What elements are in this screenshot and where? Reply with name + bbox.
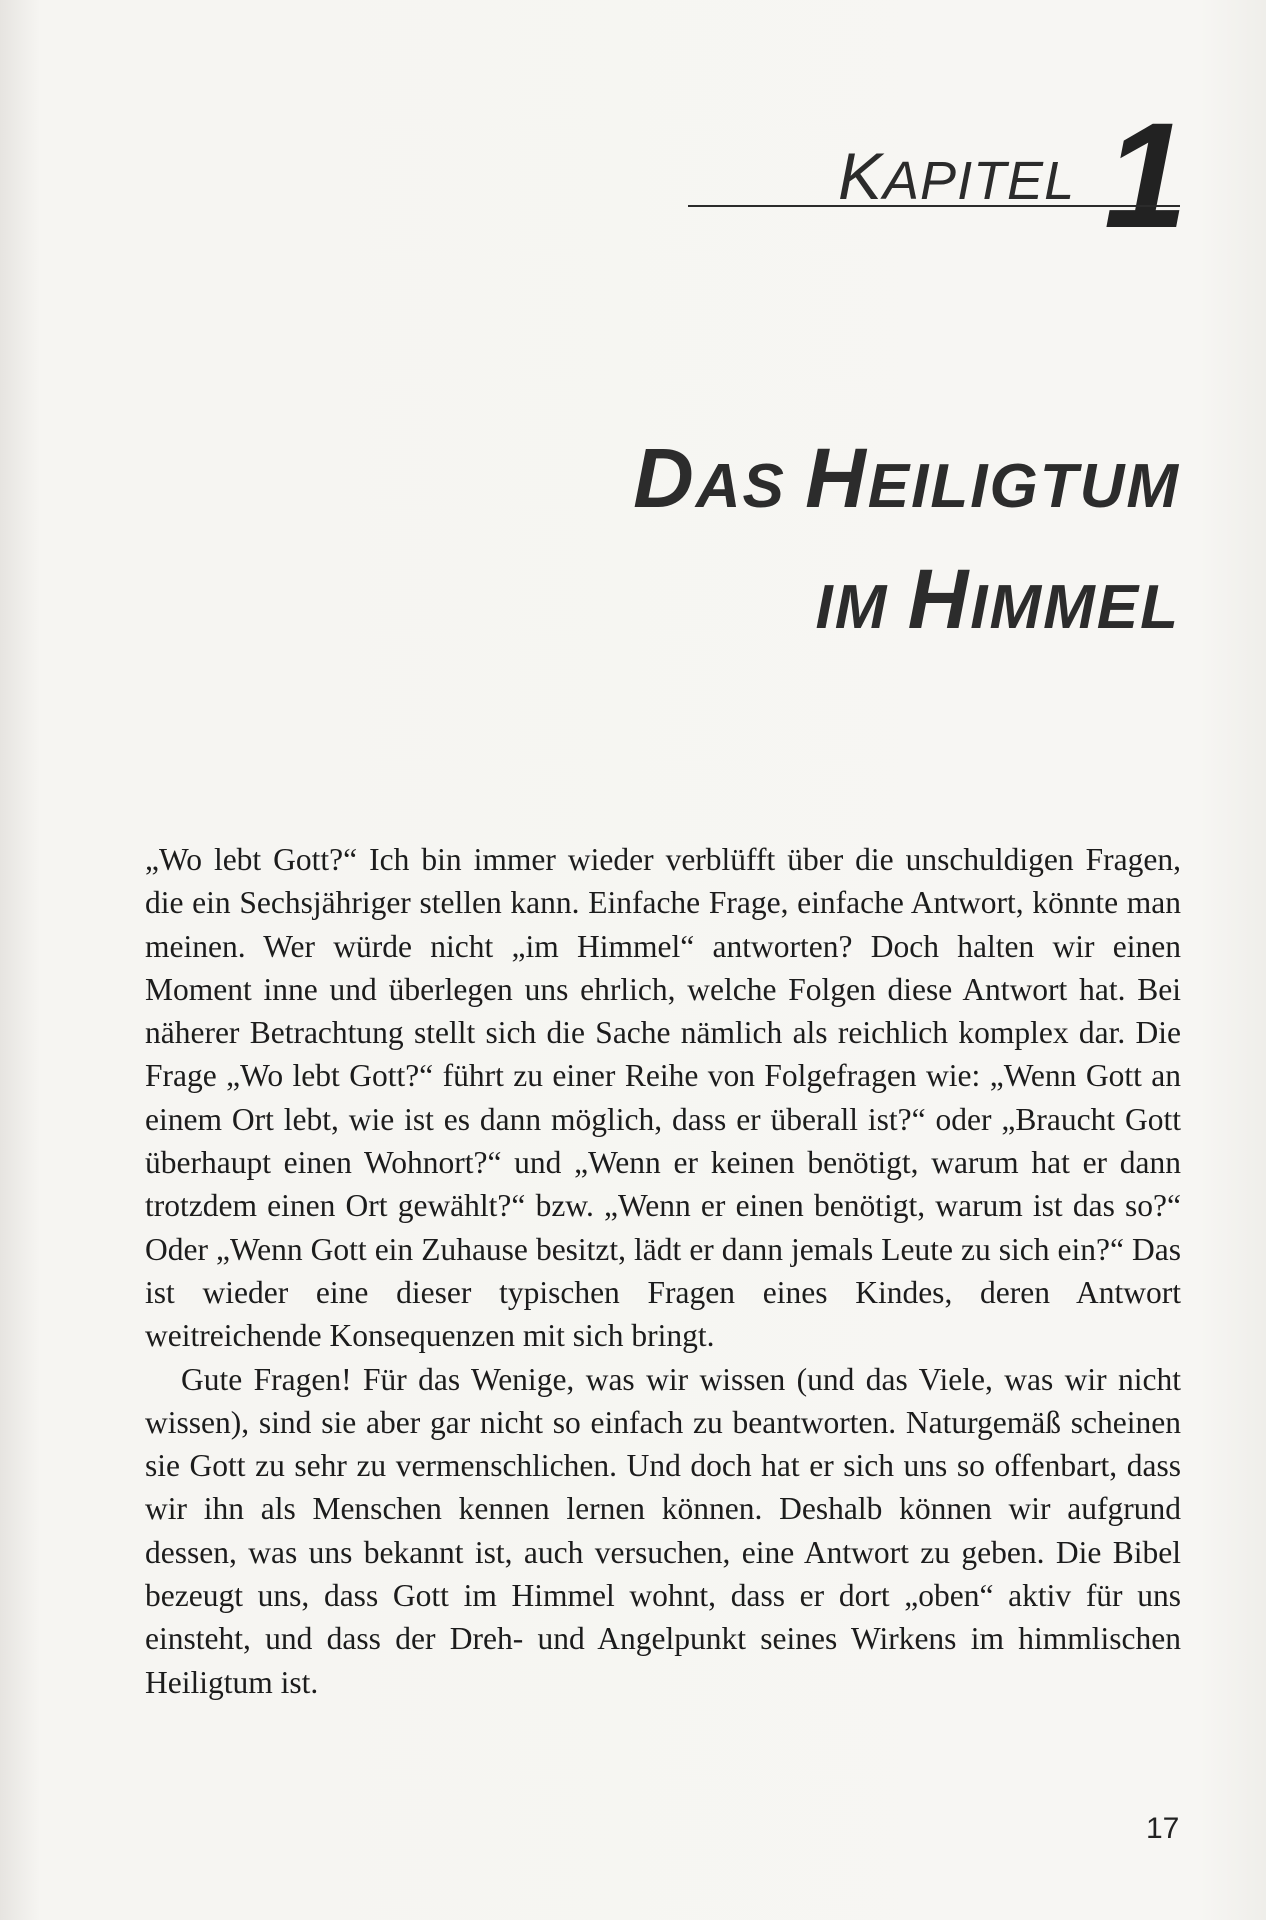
chapter-label: KAPITEL	[838, 139, 1076, 213]
chapter-title	[633, 422, 1180, 664]
chapter-heading	[688, 91, 1188, 259]
paragraph-2: Gute Fragen! Für das Wenige, was wir wissen (und das Viele, was wir nicht wissen), sind sie aber gar nicht so einfach zu beantworten. Naturgemäß scheinen sie Gott zu sehr zu vermenschlichen. Und doch hat er sich uns so offenbart, dass wir ihn als Menschen kennen lernen können. Deshalb können wir aufgrund dessen, was uns bekannt ist, auch versuchen, eine Antwort zu geben. Die Bibel bezeugt uns, dass Gott im Himmel wohnt, dass er dort „oben“ aktiv für uns einsteht, und dass der Dreh- und Angelpunkt seines Wirkens im himmlischen Heiligtum ist.	[145, 1361, 1181, 1700]
chapter-rule	[688, 205, 1180, 207]
page-number: 17	[1146, 1812, 1180, 1845]
chapter-number: 1	[1104, 91, 1188, 259]
body-text	[145, 838, 1181, 1704]
paragraph-1: „Wo lebt Gott?“ Ich bin immer wieder verblüfft über die unschuldigen Fragen, die ein Sechsjähriger stellen kann. Einfache Frage, einfache Antwort, könnte man meinen. Wer würde nicht „im Himmel“ antworten? Doch halten wir einen Moment inne und überlegen uns ehrlich, welche Folgen diese Antwort hat. Bei näherer Betrachtung stellt sich die Sache nämlich als reichlich komplex dar. Die Frage „Wo lebt Gott?“ führt zu einer Reihe von Folgefragen wie: „Wenn Gott an einem Ort lebt, wie ist es dann möglich, dass er überall ist?“ oder „Braucht Gott überhaupt einen Wohnort?“ und „Wenn er keinen benötigt, warum hat er dann trotzdem einen Ort gewählt?“ bzw. „Wenn er einen benötigt, warum ist das so?“ Oder „Wenn Gott ein Zuhause besitzt, lädt er dann jemals Leute zu sich ein?“ Das ist wieder eine dieser typischen Fragen eines Kindes, deren Antwort weitreichende Konsequenzen mit sich bringt.	[145, 842, 1181, 1354]
chapter-title-line-1: DAS HEILIGTUM	[633, 431, 1180, 525]
chapter-title-line-2: IM HIMMEL	[815, 552, 1180, 646]
